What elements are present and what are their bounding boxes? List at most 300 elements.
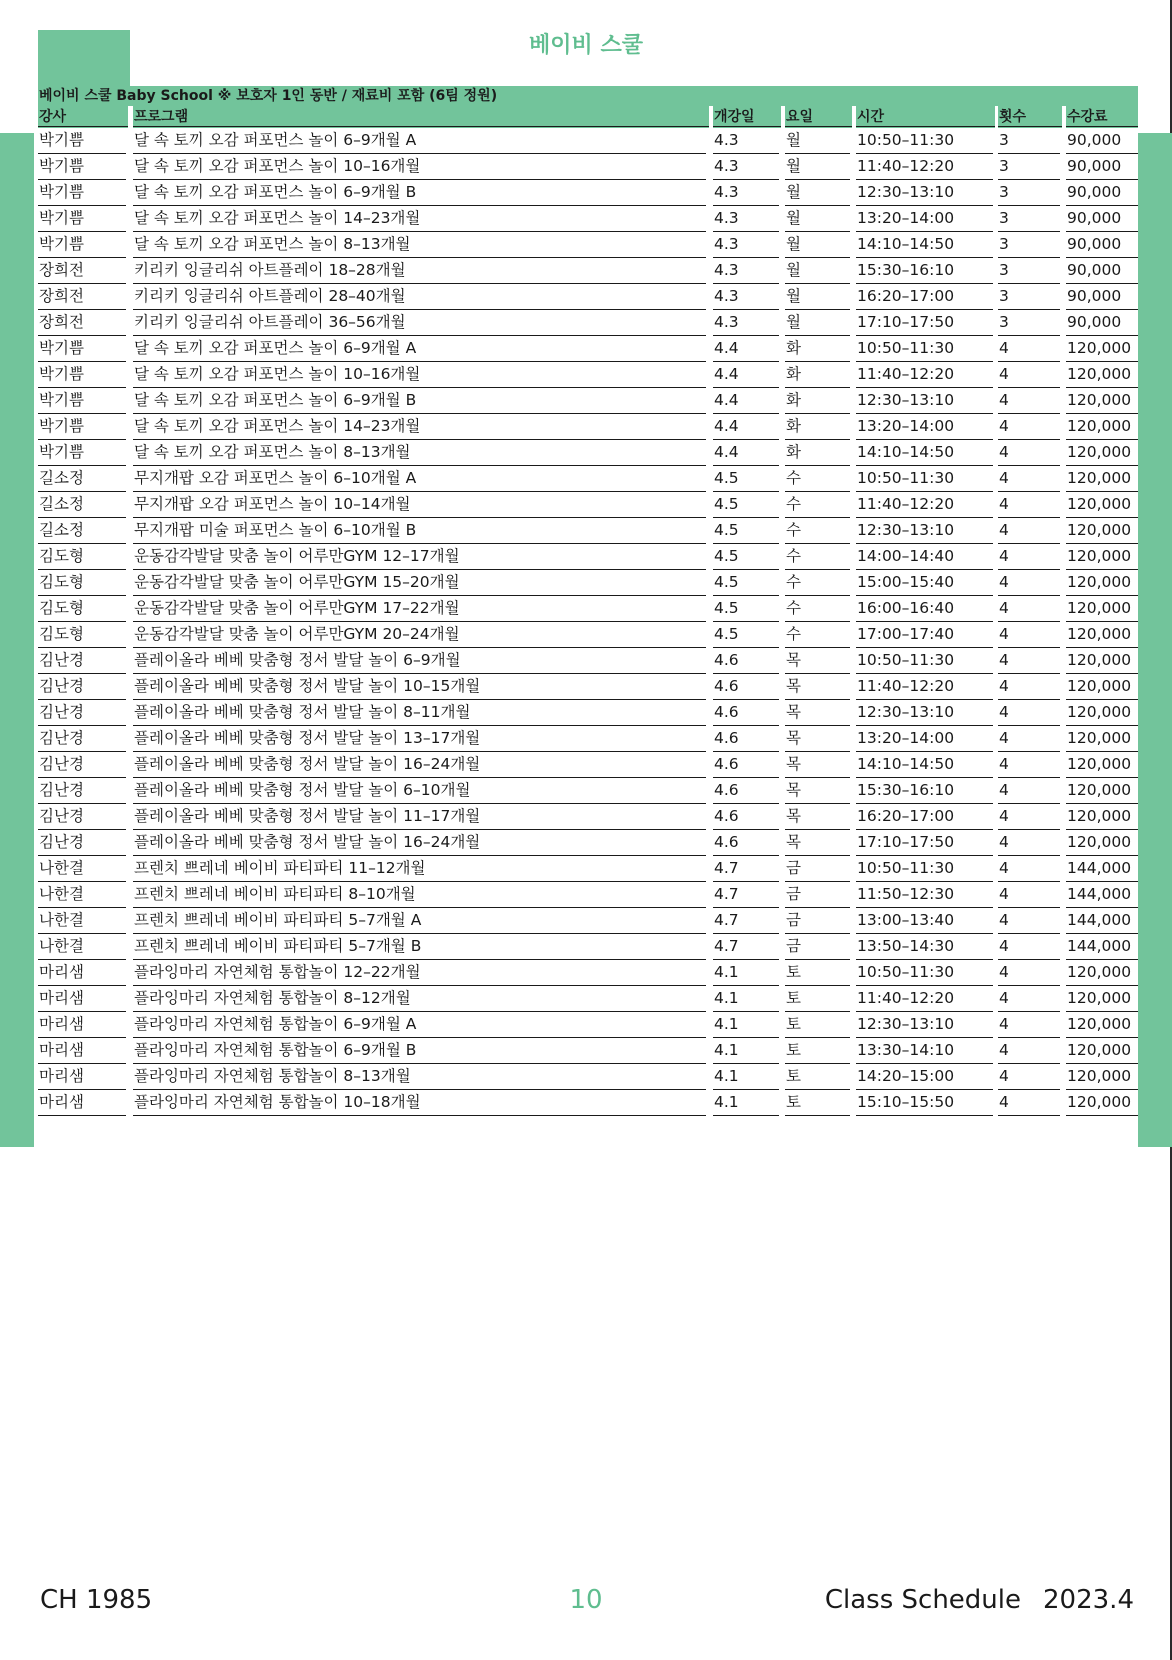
- table-row: [38, 648, 1138, 674]
- cell-instructor: 김난경: [38, 804, 126, 830]
- cell-fee: 90,000: [1066, 310, 1138, 336]
- footer-brand: CH 1985: [40, 1585, 153, 1615]
- cell-fee: 120,000: [1066, 778, 1138, 804]
- cell-start-date: 4.3: [713, 180, 779, 206]
- header-fee: 수강료: [1066, 106, 1138, 128]
- cell-program: 달 속 토끼 오감 퍼포먼스 놀이 14–23개월: [133, 206, 706, 232]
- cell-sessions: 4: [998, 778, 1060, 804]
- header-start-date: 개강일: [713, 106, 781, 128]
- table-row: [38, 752, 1138, 778]
- table-row: [38, 414, 1138, 440]
- cell-program: 플라잉마리 자연체험 통합놀이 6–9개월 A: [133, 1012, 706, 1038]
- cell-weekday: 목: [785, 648, 850, 674]
- cell-time: 15:10–15:50: [856, 1090, 993, 1116]
- table-row: [38, 596, 1138, 622]
- cell-program: 키리키 잉글리쉬 아트플레이 18–28개월: [133, 258, 706, 284]
- cell-fee: 120,000: [1066, 570, 1138, 596]
- cell-time: 13:20–14:00: [856, 414, 993, 440]
- cell-weekday: 월: [785, 154, 850, 180]
- cell-fee: 90,000: [1066, 206, 1138, 232]
- cell-time: 16:20–17:00: [856, 284, 993, 310]
- cell-weekday: 금: [785, 882, 850, 908]
- cell-time: 14:10–14:50: [856, 440, 993, 466]
- cell-instructor: 길소정: [38, 518, 126, 544]
- cell-weekday: 토: [785, 1038, 850, 1064]
- cell-start-date: 4.7: [713, 934, 779, 960]
- cell-start-date: 4.6: [713, 804, 779, 830]
- cell-time: 11:50–12:30: [856, 882, 993, 908]
- cell-program: 플레이올라 베베 맞춤형 정서 발달 놀이 16–24개월: [133, 830, 706, 856]
- table-row: [38, 570, 1138, 596]
- cell-start-date: 4.1: [713, 1064, 779, 1090]
- cell-fee: 120,000: [1066, 1090, 1138, 1116]
- table-row: [38, 128, 1138, 154]
- cell-fee: 90,000: [1066, 180, 1138, 206]
- cell-start-date: 4.5: [713, 544, 779, 570]
- table-row: [38, 804, 1138, 830]
- cell-program: 플레이올라 베베 맞춤형 정서 발달 놀이 6–10개월: [133, 778, 706, 804]
- cell-time: 10:50–11:30: [856, 960, 993, 986]
- cell-instructor: 박기쁨: [38, 180, 126, 206]
- cell-weekday: 금: [785, 934, 850, 960]
- cell-instructor: 김도형: [38, 596, 126, 622]
- cell-fee: 144,000: [1066, 934, 1138, 960]
- cell-weekday: 수: [785, 544, 850, 570]
- table-row: [38, 466, 1138, 492]
- cell-program: 달 속 토끼 오감 퍼포먼스 놀이 10–16개월: [133, 362, 706, 388]
- cell-weekday: 금: [785, 908, 850, 934]
- table-row: [38, 388, 1138, 414]
- cell-sessions: 4: [998, 492, 1060, 518]
- cell-instructor: 김난경: [38, 752, 126, 778]
- cell-time: 16:20–17:00: [856, 804, 993, 830]
- cell-program: 플레이올라 베베 맞춤형 정서 발달 놀이 6–9개월: [133, 648, 706, 674]
- cell-fee: 120,000: [1066, 804, 1138, 830]
- cell-fee: 144,000: [1066, 882, 1138, 908]
- cell-weekday: 월: [785, 232, 850, 258]
- cell-time: 13:50–14:30: [856, 934, 993, 960]
- cell-weekday: 수: [785, 622, 850, 648]
- cell-weekday: 수: [785, 466, 850, 492]
- cell-instructor: 박기쁨: [38, 362, 126, 388]
- cell-start-date: 4.7: [713, 908, 779, 934]
- cell-weekday: 목: [785, 752, 850, 778]
- cell-fee: 120,000: [1066, 414, 1138, 440]
- cell-start-date: 4.3: [713, 284, 779, 310]
- cell-time: 11:40–12:20: [856, 492, 993, 518]
- cell-time: 12:30–13:10: [856, 388, 993, 414]
- cell-start-date: 4.5: [713, 518, 779, 544]
- cell-fee: 120,000: [1066, 466, 1138, 492]
- cell-instructor: 나한결: [38, 882, 126, 908]
- cell-time: 12:30–13:10: [856, 700, 993, 726]
- cell-instructor: 김도형: [38, 544, 126, 570]
- cell-start-date: 4.6: [713, 726, 779, 752]
- cell-weekday: 목: [785, 804, 850, 830]
- cell-time: 15:30–16:10: [856, 778, 993, 804]
- cell-weekday: 화: [785, 440, 850, 466]
- cell-weekday: 수: [785, 492, 850, 518]
- cell-start-date: 4.4: [713, 440, 779, 466]
- cell-program: 운동감각발달 맞춤 놀이 어루만GYM 17–22개월: [133, 596, 706, 622]
- cell-sessions: 4: [998, 700, 1060, 726]
- cell-program: 플라잉마리 자연체험 통합놀이 8–13개월: [133, 1064, 706, 1090]
- cell-instructor: 장희전: [38, 258, 126, 284]
- cell-fee: 120,000: [1066, 362, 1138, 388]
- cell-program: 달 속 토끼 오감 퍼포먼스 놀이 6–9개월 A: [133, 128, 706, 154]
- table-row: [38, 518, 1138, 544]
- cell-sessions: 4: [998, 1012, 1060, 1038]
- cell-start-date: 4.3: [713, 206, 779, 232]
- cell-program: 플레이올라 베베 맞춤형 정서 발달 놀이 8–11개월: [133, 700, 706, 726]
- cell-fee: 120,000: [1066, 648, 1138, 674]
- cell-program: 운동감각발달 맞춤 놀이 어루만GYM 20–24개월: [133, 622, 706, 648]
- cell-fee: 90,000: [1066, 154, 1138, 180]
- cell-sessions: 4: [998, 544, 1060, 570]
- cell-sessions: 3: [998, 154, 1060, 180]
- cell-sessions: 4: [998, 518, 1060, 544]
- cell-sessions: 3: [998, 206, 1060, 232]
- cell-fee: 120,000: [1066, 622, 1138, 648]
- cell-sessions: 4: [998, 1090, 1060, 1116]
- cell-weekday: 수: [785, 518, 850, 544]
- cell-time: 10:50–11:30: [856, 648, 993, 674]
- cell-start-date: 4.1: [713, 1012, 779, 1038]
- cell-start-date: 4.5: [713, 596, 779, 622]
- table-row: [38, 986, 1138, 1012]
- table-row: [38, 492, 1138, 518]
- right-accent-bar: [1138, 133, 1172, 1147]
- cell-program: 운동감각발달 맞춤 놀이 어루만GYM 12–17개월: [133, 544, 706, 570]
- cell-sessions: 4: [998, 362, 1060, 388]
- table-row: [38, 934, 1138, 960]
- table-row: [38, 674, 1138, 700]
- cell-weekday: 토: [785, 986, 850, 1012]
- cell-instructor: 나한결: [38, 908, 126, 934]
- cell-program: 달 속 토끼 오감 퍼포먼스 놀이 8–13개월: [133, 232, 706, 258]
- table-row: [38, 1090, 1138, 1116]
- cell-instructor: 마리샘: [38, 1090, 126, 1116]
- cell-sessions: 3: [998, 284, 1060, 310]
- cell-time: 17:00–17:40: [856, 622, 993, 648]
- cell-program: 플레이올라 베베 맞춤형 정서 발달 놀이 10–15개월: [133, 674, 706, 700]
- cell-fee: 144,000: [1066, 856, 1138, 882]
- table-row: [38, 882, 1138, 908]
- section-title: 베이비 스쿨: [529, 33, 643, 58]
- cell-sessions: 3: [998, 128, 1060, 154]
- cell-program: 플레이올라 베베 맞춤형 정서 발달 놀이 16–24개월: [133, 752, 706, 778]
- cell-sessions: 4: [998, 986, 1060, 1012]
- cell-instructor: 김난경: [38, 648, 126, 674]
- cell-fee: 120,000: [1066, 596, 1138, 622]
- cell-fee: 90,000: [1066, 232, 1138, 258]
- cell-sessions: 4: [998, 596, 1060, 622]
- cell-time: 10:50–11:30: [856, 128, 993, 154]
- cell-start-date: 4.1: [713, 1038, 779, 1064]
- cell-weekday: 목: [785, 700, 850, 726]
- footer-title: [825, 1585, 1134, 1615]
- cell-instructor: 김도형: [38, 570, 126, 596]
- cell-fee: 120,000: [1066, 986, 1138, 1012]
- cell-program: 프렌치 쁘레네 베이비 파티파티 5–7개월 B: [133, 934, 706, 960]
- table-row: [38, 908, 1138, 934]
- cell-instructor: 박기쁨: [38, 232, 126, 258]
- cell-weekday: 월: [785, 128, 850, 154]
- cell-fee: 120,000: [1066, 960, 1138, 986]
- cell-time: 12:30–13:10: [856, 180, 993, 206]
- cell-time: 16:00–16:40: [856, 596, 993, 622]
- cell-fee: 120,000: [1066, 544, 1138, 570]
- cell-sessions: 4: [998, 934, 1060, 960]
- table-body: [38, 128, 1138, 1116]
- cell-fee: 120,000: [1066, 1038, 1138, 1064]
- table-row: [38, 544, 1138, 570]
- cell-start-date: 4.4: [713, 336, 779, 362]
- cell-program: 플레이올라 베베 맞춤형 정서 발달 놀이 11–17개월: [133, 804, 706, 830]
- cell-weekday: 토: [785, 1064, 850, 1090]
- cell-fee: 120,000: [1066, 674, 1138, 700]
- footer-date: 2023.4: [1043, 1585, 1134, 1615]
- cell-program: 플라잉마리 자연체험 통합놀이 6–9개월 B: [133, 1038, 706, 1064]
- table-row: [38, 310, 1138, 336]
- cell-fee: 120,000: [1066, 830, 1138, 856]
- table-row: [38, 336, 1138, 362]
- cell-instructor: 김난경: [38, 726, 126, 752]
- table-row: [38, 1064, 1138, 1090]
- cell-start-date: 4.5: [713, 492, 779, 518]
- cell-time: 17:10–17:50: [856, 310, 993, 336]
- cell-instructor: 박기쁨: [38, 336, 126, 362]
- table-row: [38, 1012, 1138, 1038]
- cell-sessions: 3: [998, 258, 1060, 284]
- cell-fee: 120,000: [1066, 726, 1138, 752]
- cell-weekday: 화: [785, 362, 850, 388]
- cell-fee: 120,000: [1066, 388, 1138, 414]
- table-row: [38, 856, 1138, 882]
- table-row: [38, 258, 1138, 284]
- cell-instructor: 나한결: [38, 856, 126, 882]
- cell-instructor: 마리샘: [38, 1064, 126, 1090]
- left-accent-bar: [0, 133, 34, 1147]
- table-header-row: [38, 106, 1138, 128]
- cell-program: 달 속 토끼 오감 퍼포먼스 놀이 10–16개월: [133, 154, 706, 180]
- cell-start-date: 4.6: [713, 648, 779, 674]
- cell-weekday: 수: [785, 596, 850, 622]
- cell-time: 14:10–14:50: [856, 752, 993, 778]
- cell-start-date: 4.3: [713, 310, 779, 336]
- cell-start-date: 4.6: [713, 830, 779, 856]
- cell-start-date: 4.4: [713, 414, 779, 440]
- table-row: [38, 154, 1138, 180]
- cell-instructor: 김난경: [38, 674, 126, 700]
- cell-start-date: 4.3: [713, 232, 779, 258]
- cell-sessions: 4: [998, 856, 1060, 882]
- cell-time: 13:20–14:00: [856, 726, 993, 752]
- table-row: [38, 830, 1138, 856]
- cell-program: 무지개팝 오감 퍼포먼스 놀이 10–14개월: [133, 492, 706, 518]
- table-row: [38, 778, 1138, 804]
- cell-instructor: 나한결: [38, 934, 126, 960]
- cell-program: 운동감각발달 맞춤 놀이 어루만GYM 15–20개월: [133, 570, 706, 596]
- cell-program: 달 속 토끼 오감 퍼포먼스 놀이 6–9개월 A: [133, 336, 706, 362]
- cell-instructor: 길소정: [38, 466, 126, 492]
- cell-instructor: 박기쁨: [38, 414, 126, 440]
- cell-sessions: 3: [998, 180, 1060, 206]
- cell-weekday: 월: [785, 180, 850, 206]
- cell-fee: 120,000: [1066, 1012, 1138, 1038]
- cell-time: 14:00–14:40: [856, 544, 993, 570]
- header-program: 프로그램: [133, 106, 709, 128]
- cell-instructor: 김난경: [38, 778, 126, 804]
- cell-sessions: 4: [998, 726, 1060, 752]
- cell-start-date: 4.7: [713, 856, 779, 882]
- cell-program: 달 속 토끼 오감 퍼포먼스 놀이 8–13개월: [133, 440, 706, 466]
- table-caption: 베이비 스쿨 Baby School ※ 보호자 1인 동반 / 재료비 포함 (6팀 정원): [38, 86, 1138, 106]
- cell-start-date: 4.5: [713, 466, 779, 492]
- table-row: [38, 726, 1138, 752]
- cell-instructor: 박기쁨: [38, 388, 126, 414]
- cell-instructor: 마리샘: [38, 1012, 126, 1038]
- header-instructor: 강사: [38, 106, 128, 128]
- cell-fee: 144,000: [1066, 908, 1138, 934]
- cell-start-date: 4.3: [713, 154, 779, 180]
- cell-fee: 90,000: [1066, 284, 1138, 310]
- cell-program: 달 속 토끼 오감 퍼포먼스 놀이 14–23개월: [133, 414, 706, 440]
- cell-weekday: 토: [785, 1090, 850, 1116]
- cell-time: 13:30–14:10: [856, 1038, 993, 1064]
- cell-sessions: 4: [998, 414, 1060, 440]
- cell-program: 플레이올라 베베 맞춤형 정서 발달 놀이 13–17개월: [133, 726, 706, 752]
- cell-time: 12:30–13:10: [856, 1012, 993, 1038]
- page-number: 10: [569, 1585, 603, 1615]
- table-row: [38, 440, 1138, 466]
- cell-weekday: 수: [785, 570, 850, 596]
- cell-instructor: 김난경: [38, 830, 126, 856]
- cell-weekday: 목: [785, 830, 850, 856]
- cell-instructor: 장희전: [38, 310, 126, 336]
- footer-schedule-label: Class Schedule: [824, 1585, 1022, 1615]
- cell-instructor: 마리샘: [38, 986, 126, 1012]
- cell-sessions: 4: [998, 466, 1060, 492]
- cell-program: 무지개팝 오감 퍼포먼스 놀이 6–10개월 A: [133, 466, 706, 492]
- cell-program: 플라잉마리 자연체험 통합놀이 10–18개월: [133, 1090, 706, 1116]
- cell-start-date: 4.6: [713, 752, 779, 778]
- cell-start-date: 4.3: [713, 258, 779, 284]
- cell-start-date: 4.7: [713, 882, 779, 908]
- cell-time: 10:50–11:30: [856, 336, 993, 362]
- cell-sessions: 4: [998, 752, 1060, 778]
- cell-start-date: 4.3: [713, 128, 779, 154]
- cell-sessions: 4: [998, 388, 1060, 414]
- cell-fee: 120,000: [1066, 700, 1138, 726]
- cell-sessions: 4: [998, 336, 1060, 362]
- table-row: [38, 622, 1138, 648]
- cell-sessions: 4: [998, 570, 1060, 596]
- cell-start-date: 4.4: [713, 388, 779, 414]
- table-row: [38, 960, 1138, 986]
- cell-instructor: 박기쁨: [38, 154, 126, 180]
- cell-weekday: 화: [785, 388, 850, 414]
- header-weekday: 요일: [785, 106, 852, 128]
- cell-sessions: 4: [998, 804, 1060, 830]
- table-row: [38, 700, 1138, 726]
- cell-time: 13:00–13:40: [856, 908, 993, 934]
- cell-sessions: 4: [998, 908, 1060, 934]
- header-sessions: 횟수: [998, 106, 1062, 128]
- cell-program: 달 속 토끼 오감 퍼포먼스 놀이 6–9개월 B: [133, 180, 706, 206]
- cell-sessions: 4: [998, 1038, 1060, 1064]
- cell-weekday: 월: [785, 206, 850, 232]
- cell-sessions: 3: [998, 310, 1060, 336]
- cell-weekday: 목: [785, 726, 850, 752]
- cell-start-date: 4.6: [713, 700, 779, 726]
- table-row: [38, 284, 1138, 310]
- cell-weekday: 목: [785, 778, 850, 804]
- cell-program: 프렌치 쁘레네 베이비 파티파티 11–12개월: [133, 856, 706, 882]
- cell-sessions: 3: [998, 232, 1060, 258]
- table-row: [38, 180, 1138, 206]
- cell-fee: 90,000: [1066, 258, 1138, 284]
- cell-program: 키리키 잉글리쉬 아트플레이 28–40개월: [133, 284, 706, 310]
- cell-sessions: 4: [998, 622, 1060, 648]
- cell-time: 12:30–13:10: [856, 518, 993, 544]
- cell-time: 11:40–12:20: [856, 154, 993, 180]
- cell-weekday: 토: [785, 1012, 850, 1038]
- cell-weekday: 화: [785, 414, 850, 440]
- cell-weekday: 금: [785, 856, 850, 882]
- cell-time: 10:50–11:30: [856, 856, 993, 882]
- cell-weekday: 목: [785, 674, 850, 700]
- cell-weekday: 화: [785, 336, 850, 362]
- cell-weekday: 월: [785, 284, 850, 310]
- cell-time: 14:10–14:50: [856, 232, 993, 258]
- cell-instructor: 박기쁨: [38, 440, 126, 466]
- cell-program: 플라잉마리 자연체험 통합놀이 8–12개월: [133, 986, 706, 1012]
- header-time: 시간: [856, 106, 995, 128]
- cell-instructor: 마리샘: [38, 960, 126, 986]
- cell-time: 10:50–11:30: [856, 466, 993, 492]
- cell-start-date: 4.6: [713, 674, 779, 700]
- cell-weekday: 월: [785, 258, 850, 284]
- cell-sessions: 4: [998, 648, 1060, 674]
- schedule-table: [38, 86, 1138, 1116]
- cell-instructor: 김도형: [38, 622, 126, 648]
- cell-start-date: 4.5: [713, 570, 779, 596]
- table-row: [38, 232, 1138, 258]
- table-row: [38, 206, 1138, 232]
- cell-instructor: 길소정: [38, 492, 126, 518]
- table-row: [38, 362, 1138, 388]
- cell-instructor: 장희전: [38, 284, 126, 310]
- cell-start-date: 4.1: [713, 986, 779, 1012]
- cell-time: 11:40–12:20: [856, 674, 993, 700]
- cell-program: 프렌치 쁘레네 베이비 파티파티 8–10개월: [133, 882, 706, 908]
- cell-program: 프렌치 쁘레네 베이비 파티파티 5–7개월 A: [133, 908, 706, 934]
- cell-start-date: 4.1: [713, 1090, 779, 1116]
- cell-instructor: 박기쁨: [38, 206, 126, 232]
- cell-sessions: 4: [998, 674, 1060, 700]
- cell-sessions: 4: [998, 1064, 1060, 1090]
- cell-fee: 90,000: [1066, 128, 1138, 154]
- cell-instructor: 박기쁨: [38, 128, 126, 154]
- cell-sessions: 4: [998, 882, 1060, 908]
- cell-time: 13:20–14:00: [856, 206, 993, 232]
- cell-fee: 120,000: [1066, 440, 1138, 466]
- cell-sessions: 4: [998, 960, 1060, 986]
- cell-time: 15:00–15:40: [856, 570, 993, 596]
- cell-start-date: 4.6: [713, 778, 779, 804]
- cell-program: 플라잉마리 자연체험 통합놀이 12–22개월: [133, 960, 706, 986]
